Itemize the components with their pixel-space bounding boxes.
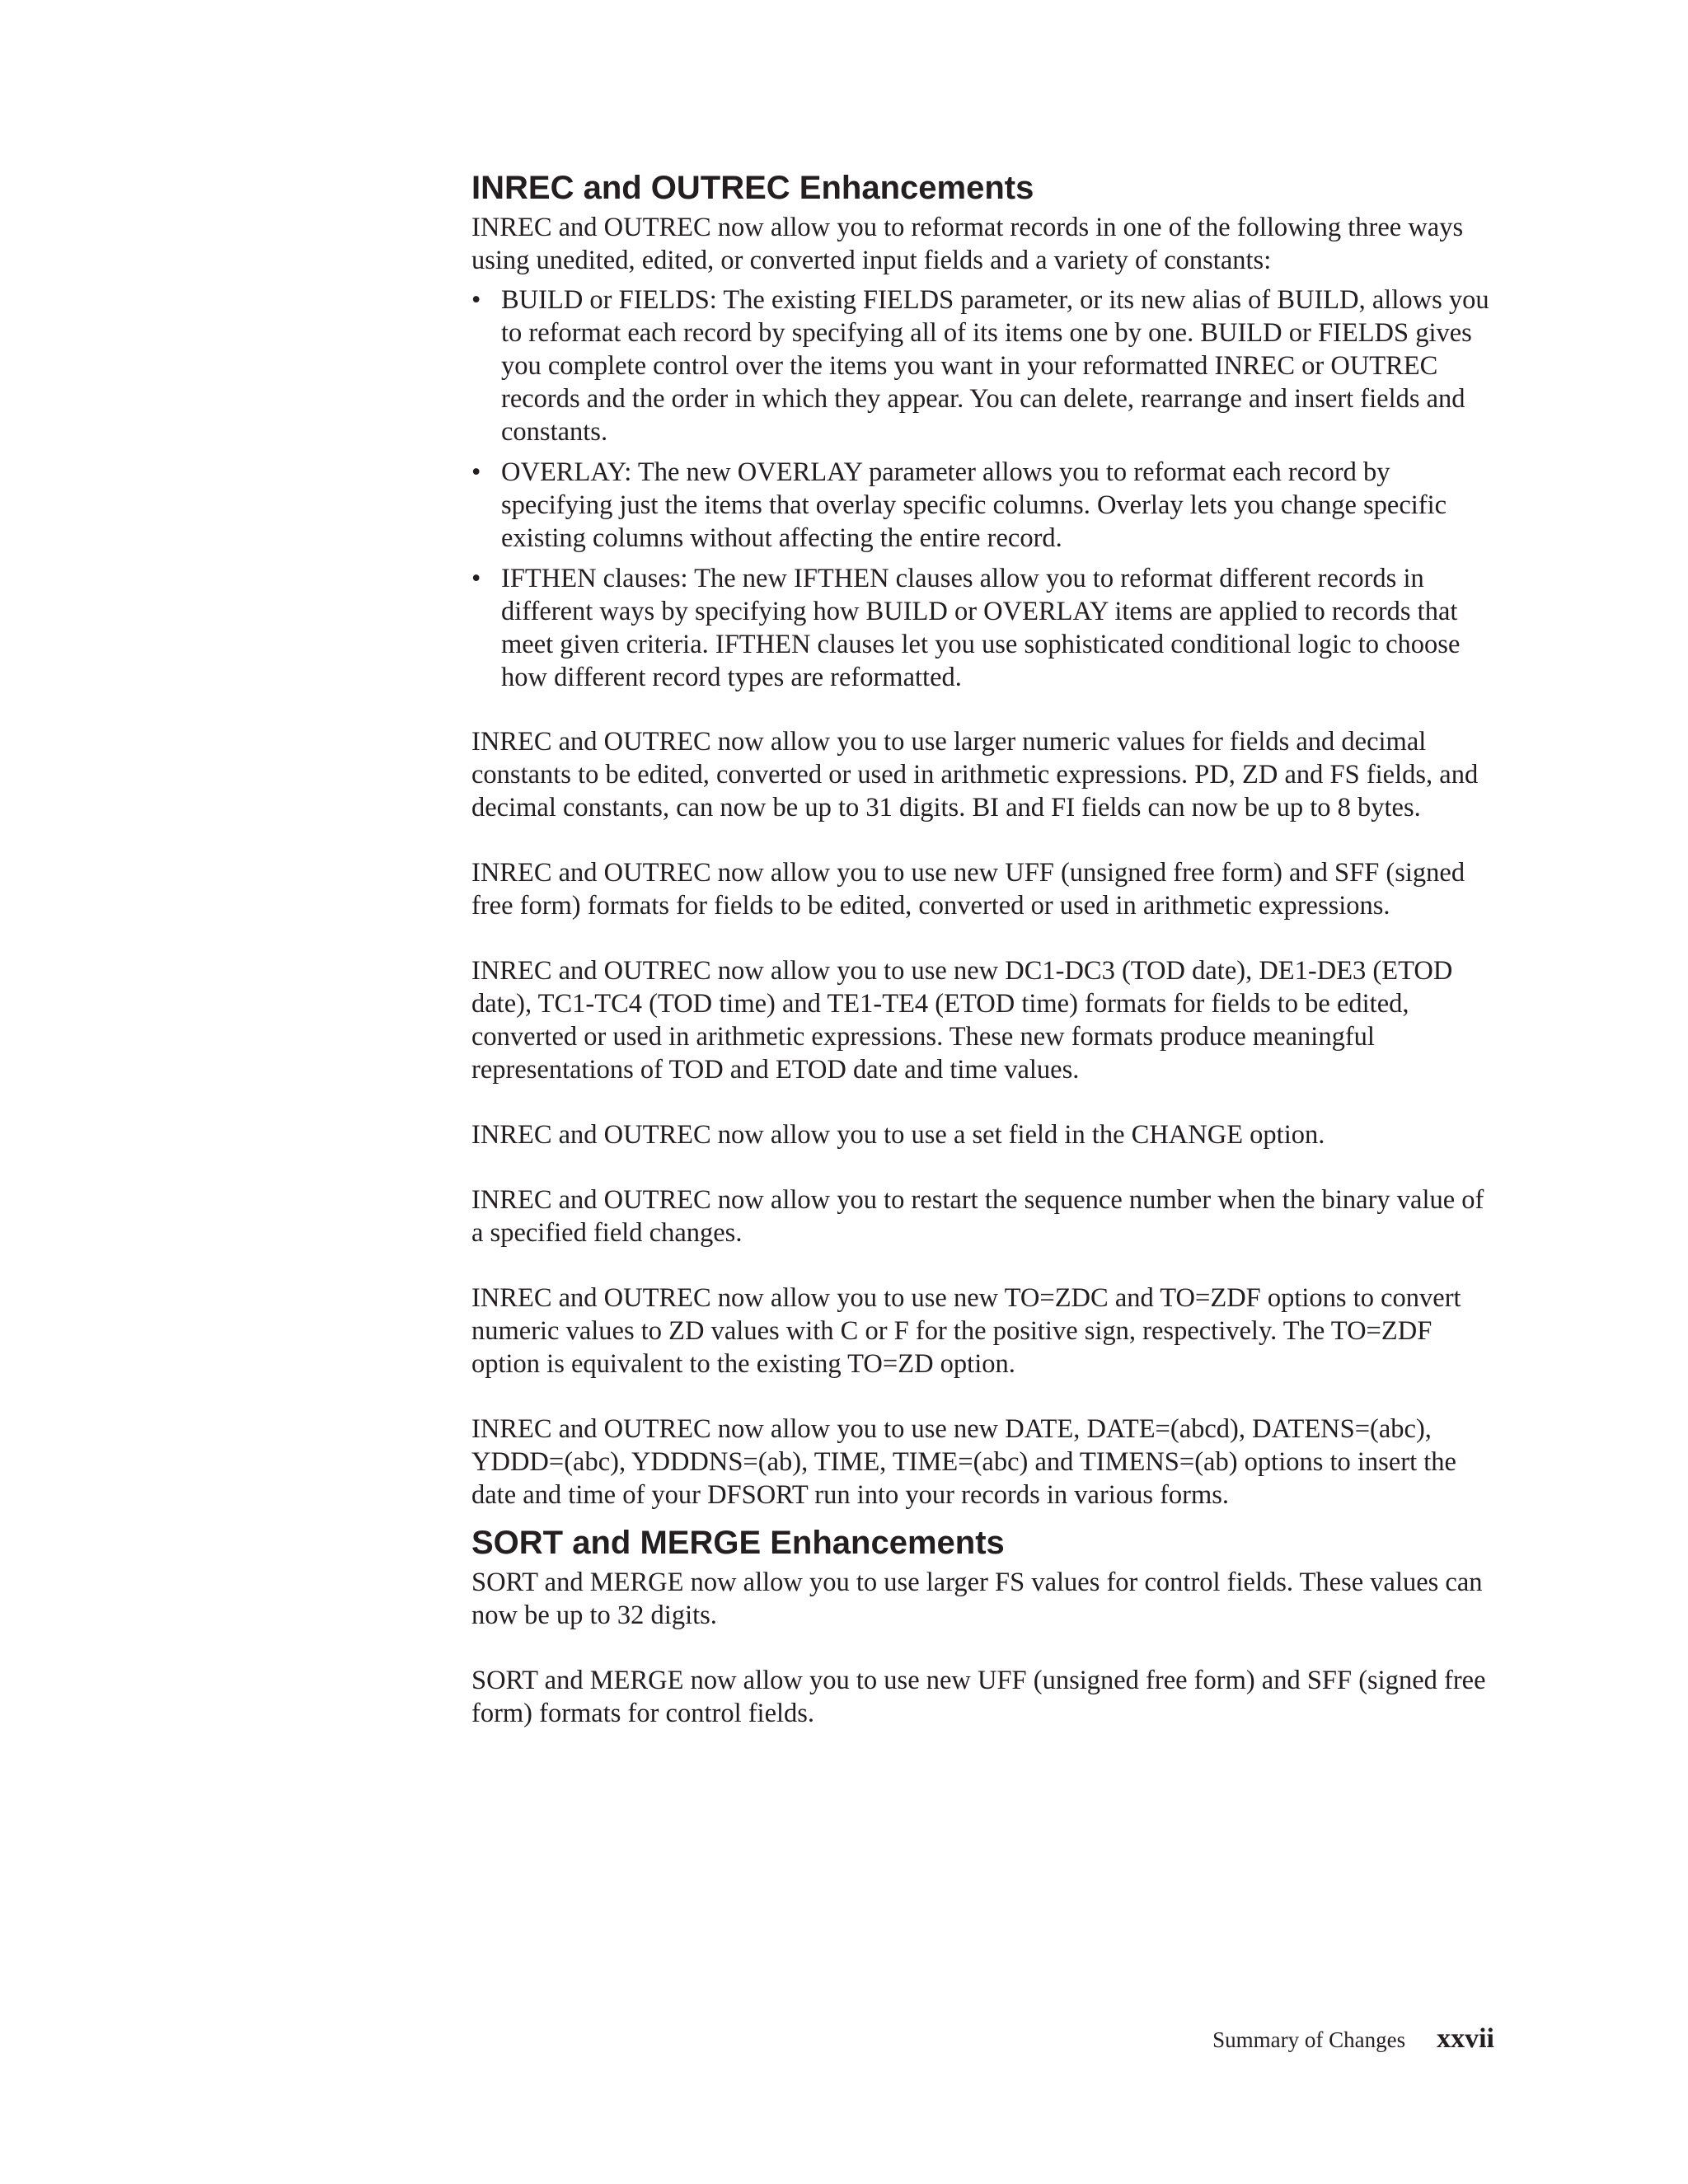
- paragraph: INREC and OUTREC now allow you to use a set field in the CHANGE option.: [471, 1120, 1325, 1150]
- page-number: xxvii: [1437, 2023, 1494, 2054]
- list-item: [471, 562, 1502, 694]
- reformat-options-list: [471, 284, 1502, 694]
- list-item-text: BUILD or FIELDS: The existing FIELDS parameter, or its new alias of BUILD, allows you to reformat each record by specifying all of its items one by one. BUILD or FIELDS gives you complete control over the items you want in your reformatted INREC or OUTREC records and the order in which they appear. You can delete, rearrange and insert fields and constants.: [501, 285, 1489, 447]
- page-content: [471, 168, 1502, 1730]
- paragraph: INREC and OUTREC now allow you to use new UFF (unsigned free form) and SFF (signed free form) formats for fields to be edited, converted or used in arithmetic expressions.: [471, 858, 1465, 921]
- paragraph: INREC and OUTREC now allow you to use larger numeric values for fields and decimal constants to be edited, converted or used in arithmetic expressions. PD, ZD and FS fields, and decimal constants, can now be up to 31 digits. BI and FI fields can now be up to 8 bytes.: [471, 727, 1479, 823]
- footer-label: Summary of Changes: [1212, 2027, 1406, 2052]
- section-heading: SORT and MERGE Enhancements: [471, 1525, 1005, 1561]
- paragraph: INREC and OUTREC now allow you to use new TO=ZDC and TO=ZDF options to convert numeric values to ZD values with C or F for the positive sign, respectively. The TO=ZDF option is equivalent to the existing TO=ZD option.: [471, 1283, 1461, 1379]
- list-item: [471, 456, 1502, 555]
- page-footer: [1212, 2023, 1494, 2054]
- paragraph: INREC and OUTREC now allow you to use new DC1-DC3 (TOD date), DE1-DE3 (ETOD date), TC1-TC4 (TOD time) and TE1-TE4 (ETOD time) formats for fields to be edited, converted or used in arithmetic expressions. These new formats produce meaningful representations of TOD and ETOD date and time values.: [471, 956, 1453, 1085]
- inrec-outrec-section: [471, 168, 1502, 1511]
- list-item-text: IFTHEN clauses: The new IFTHEN clauses allow you to reformat different records in different ways by specifying how BUILD or OVERLAY items are applied to records that meet given criteria. IFTHEN clauses let you use sophisticated conditional logic to choose how different record types are reformatted.: [501, 564, 1461, 692]
- paragraph: SORT and MERGE now allow you to use larger FS values for control fields. These values can now be up to 32 digits.: [471, 1568, 1483, 1630]
- section-heading: INREC and OUTREC Enhancements: [471, 170, 1034, 206]
- sort-merge-section: [471, 1523, 1502, 1730]
- list-item-text: OVERLAY: The new OVERLAY parameter allows you to reformat each record by specifying just the items that overlay specific columns. Overlay lets you change specific existing columns without affecting the entire record.: [501, 457, 1447, 553]
- bullet-icon: •: [471, 564, 481, 593]
- section-intro: INREC and OUTREC now allow you to reformat records in one of the following three ways using unedited, edited, or converted input fields and a variety of constants:: [471, 213, 1464, 275]
- paragraph: SORT and MERGE now allow you to use new UFF (unsigned free form) and SFF (signed free form) formats for control fields.: [471, 1666, 1486, 1728]
- paragraph: INREC and OUTREC now allow you to use new DATE, DATE=(abcd), DATENS=(abc), YDDD=(abc), YDDDNS=(ab), TIME, TIME=(abc) and TIMENS=(ab) options to insert the date and time of your DFSORT run into your records in various forms.: [471, 1414, 1456, 1510]
- bullet-icon: •: [471, 285, 481, 315]
- bullet-icon: •: [471, 457, 481, 487]
- paragraph: INREC and OUTREC now allow you to restart the sequence number when the binary value of a specified field changes.: [471, 1185, 1484, 1248]
- list-item: [471, 284, 1502, 448]
